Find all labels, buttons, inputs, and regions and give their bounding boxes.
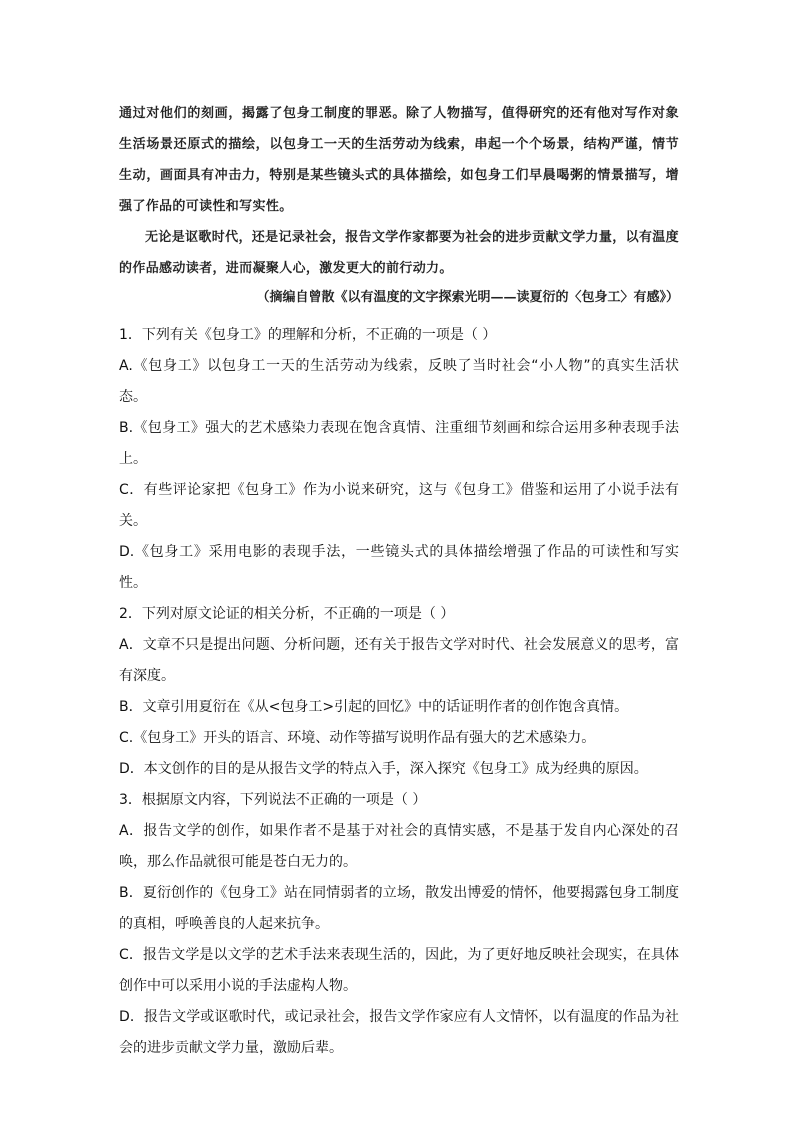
question-2 — [119, 599, 679, 785]
option-c: C．报告文学是以文学的艺术手法来表现生活的，因此，为了更好地反映社会现实，在具体创作中可以采用小说的手法虚构人物。 — [119, 947, 679, 994]
passage-paragraph-2: 无论是讴歌时代，还是记录社会，报告文学作家都要为社会的进步贡献文学力量，以有温度的作品感动读者，进而凝聚人心，激发更大的前行动力。 — [119, 230, 680, 276]
question-stem: 2．下列对原文论证的相关分析，不正确的一项是（ ） — [119, 606, 455, 622]
passage-paragraph-1: 通过对他们的刻画，揭露了包身工制度的罪恶。除了人物描写，值得研究的还有他对写作对象生活场景还原式的描绘，以包身工一天的生活劳动为线索，串起一个个场景，结构严谨，情节生动，画面具有冲击力，特别是某些镜头式的具体描绘，如包身工们早晨喝粥的情景描写，增强了作品的可读性和写实性。 — [119, 106, 679, 214]
question-3 — [119, 785, 679, 1064]
passage-excerpt — [119, 98, 679, 284]
option-c: C．有些评论家把《包身工》作为小说来研究，这与《包身工》借鉴和运用了小说手法有关。 — [119, 482, 679, 529]
option-b: B．文章引用夏衍在《从<包身工>引起的回忆》中的话证明作者的创作饱含真情。 — [119, 699, 629, 715]
option-d: D.《包身工》采用电影的表现手法，一些镜头式的具体描绘增强了作品的可读性和写实性。 — [119, 544, 679, 591]
passage-source-citation: （摘编自曾散《以有温度的文字探索光明——读夏衍的〈包身工〉有感》） — [256, 290, 679, 305]
option-a: A.《包身工》以包身工一天的生活劳动为线索，反映了当时社会“小人物”的真实生活状态。 — [119, 358, 679, 405]
question-stem: 3．根据原文内容，下列说法不正确的一项是（ ） — [119, 792, 427, 808]
option-d: D．本文创作的目的是从报告文学的特点入手，深入探究《包身工》成为经典的原因。 — [119, 761, 648, 777]
question-list — [119, 320, 679, 1064]
option-c: C.《包身工》开头的语言、环境、动作等描写说明作品有强大的艺术感染力。 — [119, 730, 596, 746]
option-a: A．报告文学的创作，如果作者不是基于对社会的真情实感，不是基于发自内心深处的召唤，那么作品就很可能是苍白无力的。 — [119, 823, 679, 870]
question-1 — [119, 320, 679, 599]
option-d: D．报告文学或讴歌时代，或记录社会，报告文学作家应有人文情怀，以有温度的作品为社会的进步贡献文学力量，激励后辈。 — [119, 1009, 679, 1056]
option-b: B.《包身工》强大的艺术感染力表现在饱含真情、注重细节刻画和综合运用多种表现手法上。 — [119, 420, 679, 467]
question-stem: 1．下列有关《包身工》的理解和分析，不正确的一项是（ ） — [119, 327, 497, 343]
option-b: B．夏衍创作的《包身工》站在同情弱者的立场，散发出博爱的情怀，他要揭露包身工制度的真相，呼唤善良的人起来抗争。 — [119, 885, 679, 932]
option-a: A．文章不只是提出问题、分析问题，还有关于报告文学对时代、社会发展意义的思考，富有深度。 — [119, 637, 679, 684]
